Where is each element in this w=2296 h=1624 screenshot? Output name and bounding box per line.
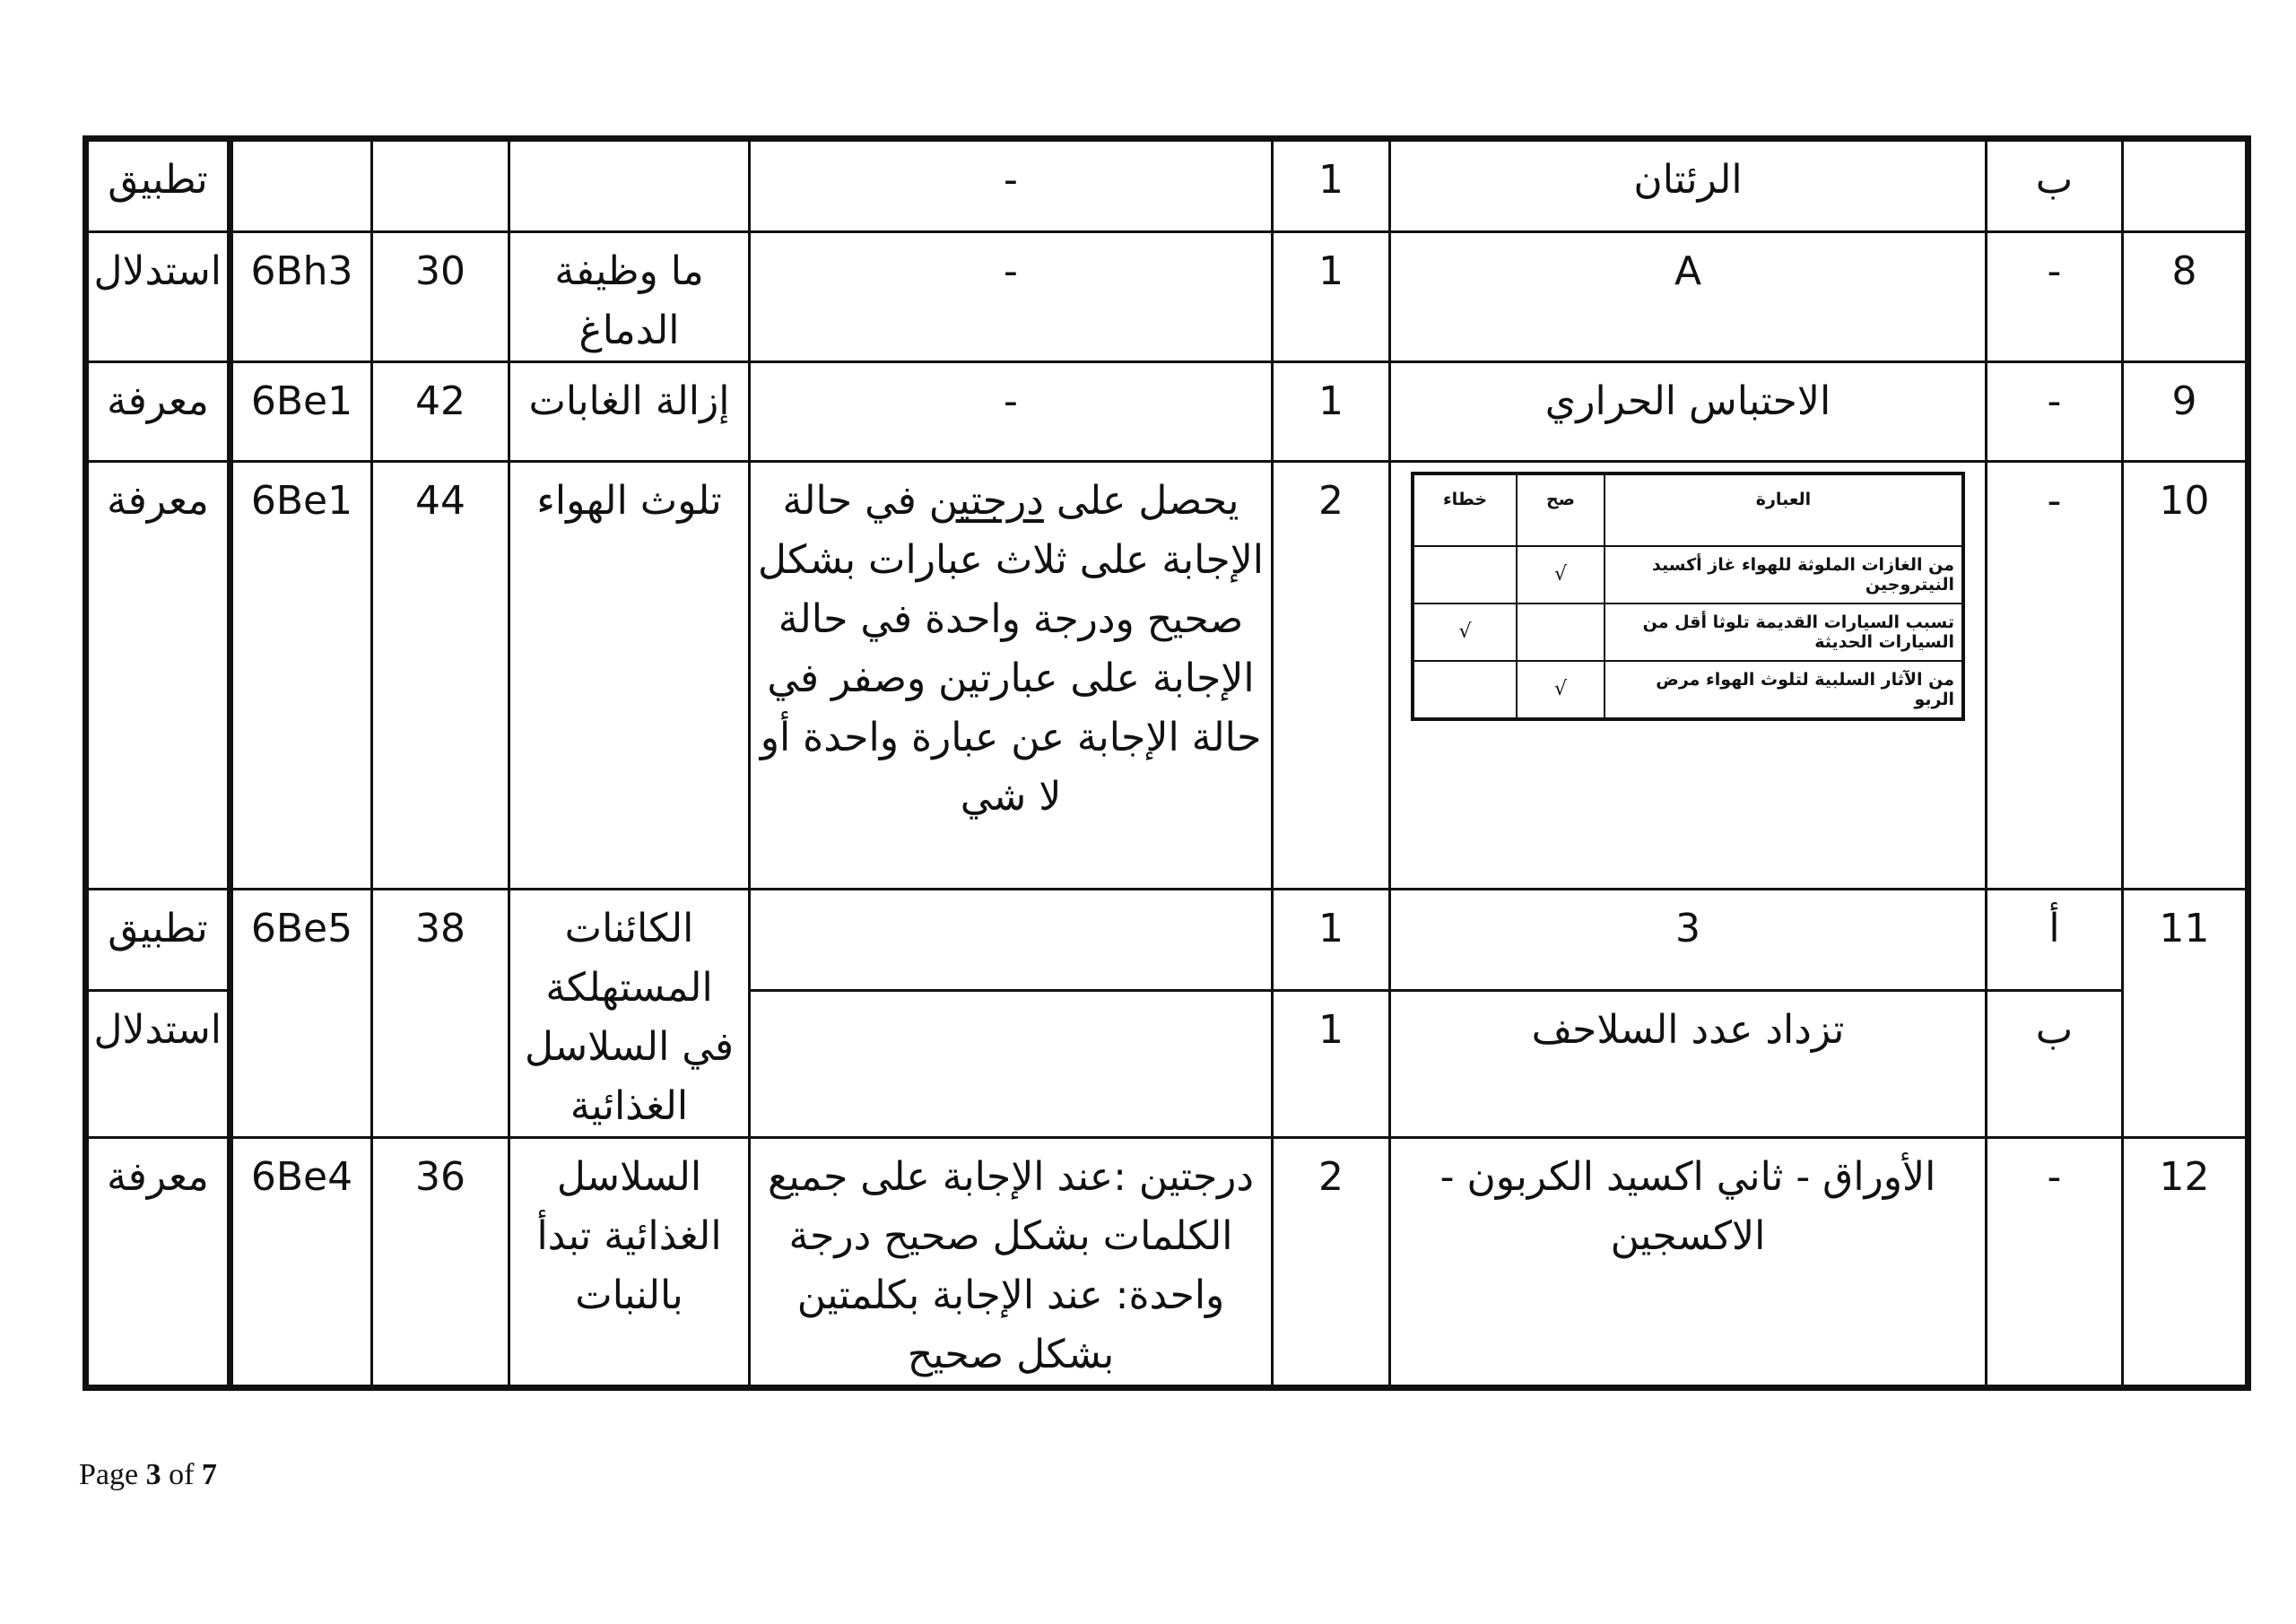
notes-text-post: في حالة الإجابة على ثلاث عبارات بشكل صحيح ودرجة واحدة في حالة الإجابة على عبارتين وصفر في حالة الإجابة عن عبارة واحدة أو لا شي <box>757 478 1265 820</box>
lesson-cell: الكائنات المستهلكة في السلاسل الغذائية <box>509 890 750 1138</box>
part-cell: - <box>1987 462 2123 890</box>
mini-header-row <box>1413 473 1963 546</box>
mini-statement: تسبب السيارات القديمة تلوثا أقل من السيارات الحديثة <box>1605 604 1963 661</box>
skill-cell: استدلال <box>86 991 230 1138</box>
answer-cell: الأوراق - ثاني اكسيد الكربون - الاكسجين <box>1390 1138 1987 1388</box>
footer-of-word: of <box>169 1458 195 1491</box>
skill-cell: تطبيق <box>86 890 230 991</box>
check-mark-icon: √ <box>1517 546 1605 604</box>
mini-false-cell <box>1413 661 1517 719</box>
part-cell: ب <box>1987 139 2123 232</box>
page-cell: 30 <box>372 232 509 362</box>
page-cell <box>372 139 509 232</box>
check-mark-icon: √ <box>1517 661 1605 719</box>
skill-cell: تطبيق <box>86 139 230 232</box>
table-row <box>86 362 2248 462</box>
table-row <box>86 232 2248 362</box>
notes-cell: درجتين :عند الإجابة على جميع الكلمات بشكل صحيح درجة واحدة: عند الإجابة بكلمتين بشكل صحيح <box>750 1138 1273 1388</box>
notes-text-pre: يحصل على <box>1056 478 1239 524</box>
grade-cell: 1 <box>1273 139 1390 232</box>
question-number-cell: 9 <box>2123 362 2248 462</box>
part-cell: - <box>1987 232 2123 362</box>
lesson-cell <box>509 139 750 232</box>
answer-cell: A <box>1390 232 1987 362</box>
skill-cell: استدلال <box>86 232 230 362</box>
table-row <box>86 890 2248 991</box>
mini-true-cell <box>1517 604 1605 661</box>
part-cell: ب <box>1987 991 2123 1138</box>
grade-cell: 1 <box>1273 362 1390 462</box>
skill-cell: معرفة <box>86 462 230 890</box>
grade-cell: 2 <box>1273 462 1390 890</box>
question-number-cell: 10 <box>2123 462 2248 890</box>
notes-cell <box>750 462 1273 890</box>
table-row <box>86 1138 2248 1388</box>
answer-cell: الاحتباس الحراري <box>1390 362 1987 462</box>
mini-header-true: صح <box>1517 473 1605 546</box>
lesson-cell: السلاسل الغذائية تبدأ بالنبات <box>509 1138 750 1388</box>
code-cell: 6Be4 <box>230 1138 372 1388</box>
marking-scheme-table <box>83 135 2251 1391</box>
question-number-cell: 8 <box>2123 232 2248 362</box>
skill-cell: معرفة <box>86 362 230 462</box>
code-cell: 6Be1 <box>230 362 372 462</box>
footer-current-page: 3 <box>145 1458 161 1491</box>
table-row <box>86 462 2248 890</box>
table-row <box>86 139 2248 232</box>
code-cell: 6Be1 <box>230 462 372 890</box>
mini-header-false: خطاء <box>1413 473 1517 546</box>
part-cell: - <box>1987 362 2123 462</box>
mini-row <box>1413 604 1963 661</box>
lesson-cell: تلوث الهواء <box>509 462 750 890</box>
answer-cell: 3 <box>1390 890 1987 991</box>
notes-cell: - <box>750 362 1273 462</box>
notes-cell: - <box>750 232 1273 362</box>
page-cell: 44 <box>372 462 509 890</box>
mini-row <box>1413 661 1963 719</box>
page-cell: 42 <box>372 362 509 462</box>
part-cell: أ <box>1987 890 2123 991</box>
skill-cell: معرفة <box>86 1138 230 1388</box>
lesson-cell: ما وظيفة الدماغ <box>509 232 750 362</box>
question-number-cell <box>2123 139 2248 232</box>
answer-true-false-table <box>1411 472 1965 721</box>
notes-text-underlined: درجتين <box>928 478 1044 524</box>
footer-page-word: Page <box>79 1458 139 1491</box>
grade-cell: 1 <box>1273 232 1390 362</box>
page-cell: 38 <box>372 890 509 1138</box>
answer-cell <box>1390 462 1987 890</box>
check-mark-icon: √ <box>1413 604 1517 661</box>
mini-false-cell <box>1413 546 1517 604</box>
question-number-cell: 12 <box>2123 1138 2248 1388</box>
answer-cell: تزداد عدد السلاحف <box>1390 991 1987 1138</box>
mini-row <box>1413 546 1963 604</box>
notes-cell <box>750 890 1273 991</box>
answer-cell: الرئتان <box>1390 139 1987 232</box>
part-cell: - <box>1987 1138 2123 1388</box>
grade-cell: 2 <box>1273 1138 1390 1388</box>
mini-statement: من الآثار السلبية لتلوث الهواء مرض الربو <box>1605 661 1963 719</box>
grade-cell: 1 <box>1273 991 1390 1138</box>
mini-statement: من الغازات الملوثة للهواء غاز أكسيد النيتروجين <box>1605 546 1963 604</box>
mini-header-statement: العبارة <box>1605 473 1963 546</box>
footer-total-pages: 7 <box>201 1458 217 1491</box>
page-footer <box>79 1458 217 1492</box>
page-cell: 36 <box>372 1138 509 1388</box>
grade-cell: 1 <box>1273 890 1390 991</box>
notes-cell <box>750 991 1273 1138</box>
question-number-cell: 11 <box>2123 890 2248 1138</box>
code-cell <box>230 139 372 232</box>
code-cell: 6Be5 <box>230 890 372 1138</box>
code-cell: 6Bh3 <box>230 232 372 362</box>
lesson-cell: إزالة الغابات <box>509 362 750 462</box>
notes-cell: - <box>750 139 1273 232</box>
